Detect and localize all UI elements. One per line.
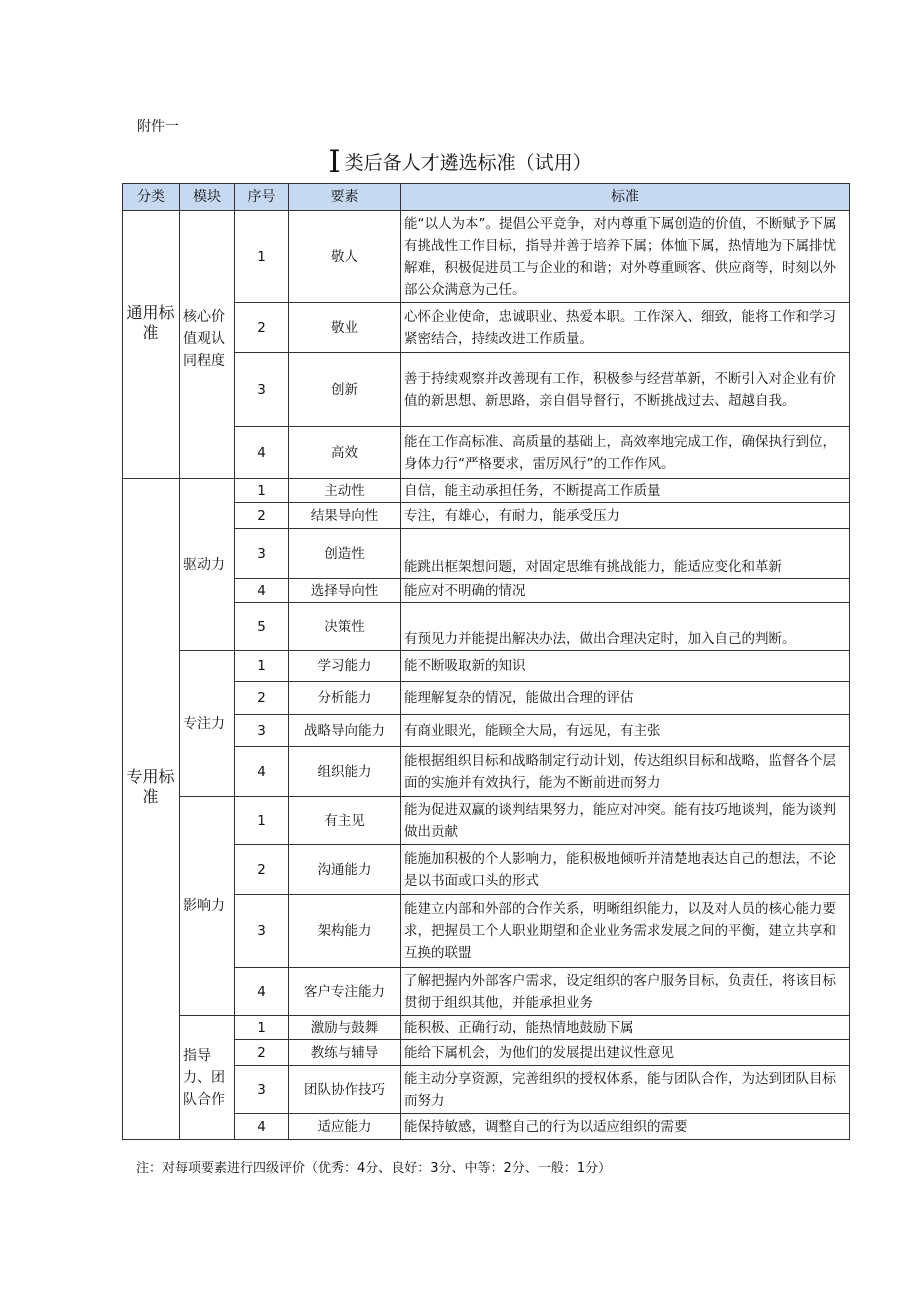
- row-element: 组织能力: [289, 747, 401, 797]
- table-row: [123, 211, 850, 303]
- row-number: 1: [235, 479, 289, 503]
- row-standard: 能主动分享资源，完善组织的授权体系，能与团队合作，为达到团队目标而努力: [401, 1066, 850, 1114]
- header-category: 分类: [123, 184, 180, 211]
- row-element: 分析能力: [289, 682, 401, 715]
- row-standard: 善于持续观察并改善现有工作，积极参与经营革新，不断引入对企业有价值的新思想、新思路，亲自倡导督行，不断挑战过去、超越自我。: [401, 353, 850, 427]
- row-number: 3: [235, 715, 289, 747]
- row-element: 客户专注能力: [289, 968, 401, 1016]
- row-standard: 能跳出框架想问题，对固定思维有挑战能力，能适应变化和革新: [401, 529, 850, 579]
- module-drive: 驱动力: [180, 479, 235, 651]
- row-number: 3: [235, 1066, 289, 1114]
- row-element: 结果导向性: [289, 503, 401, 529]
- row-number: 2: [235, 503, 289, 529]
- row-element: 教练与辅导: [289, 1040, 401, 1066]
- row-number: 4: [235, 968, 289, 1016]
- row-standard: 有商业眼光，能顾全大局，有远见，有主张: [401, 715, 850, 747]
- row-standard: 能建立内部和外部的合作关系，明晰组织能力，以及对人员的核心能力要求，把握员工个人职业期望和企业业务需求发展之间的平衡，建立共享和互换的联盟: [401, 895, 850, 968]
- footnote: 注：对每项要素进行四级评价（优秀：4分、良好：3分、中等：2分、一般：1分）: [136, 1161, 612, 1176]
- attachment-label: 附件一: [137, 119, 179, 135]
- row-standard: 能“以人为本”。提倡公平竞争，对内尊重下属创造的价值，不断赋予下属有挑战性工作目标，指导并善于培养下属；体恤下属，热情地为下属排忧解难，积极促进员工与企业的和谐；对外尊重顾客、供应商等，时刻以外部公众满意为己任。: [401, 211, 850, 303]
- header-standard: 标准: [401, 184, 850, 211]
- row-number: 3: [235, 895, 289, 968]
- row-number: 3: [235, 353, 289, 427]
- row-number: 4: [235, 1114, 289, 1140]
- module-guide: 指导力、团队合作: [180, 1016, 235, 1140]
- category-special: 专用标准: [123, 479, 180, 1140]
- row-element: 决策性: [289, 603, 401, 651]
- row-number: 2: [235, 1040, 289, 1066]
- row-number: 4: [235, 427, 289, 479]
- row-element: 团队协作技巧: [289, 1066, 401, 1114]
- row-standard: 能应对不明确的情况: [401, 579, 850, 603]
- row-standard: 有预见力并能提出解决办法，做出合理决定时，加入自己的判断。: [401, 603, 850, 651]
- table-row: [123, 1016, 850, 1040]
- row-element: 有主见: [289, 797, 401, 845]
- row-element: 创新: [289, 353, 401, 427]
- module-core: 核心价值观认同程度: [180, 211, 235, 479]
- row-element: 学习能力: [289, 651, 401, 682]
- row-standard: 了解把握内外部客户需求，设定组织的客户服务目标，负责任，将该目标贯彻于组织其他，并能承担业务: [401, 968, 850, 1016]
- header-number: 序号: [235, 184, 289, 211]
- module-influence: 影响力: [180, 797, 235, 1016]
- header-row: [123, 184, 850, 211]
- row-standard: 能给下属机会，为他们的发展提出建议性意见: [401, 1040, 850, 1066]
- row-element: 敬人: [289, 211, 401, 303]
- table-row: [123, 797, 850, 845]
- title-prefix: I: [328, 144, 341, 180]
- table-row: [123, 651, 850, 682]
- row-number: 5: [235, 603, 289, 651]
- table-row: [123, 479, 850, 503]
- row-element: 激励与鼓舞: [289, 1016, 401, 1040]
- title-text: 类后备人才遴选标准（试用）: [344, 152, 592, 174]
- row-number: 1: [235, 1016, 289, 1040]
- row-number: 2: [235, 303, 289, 353]
- row-number: 1: [235, 651, 289, 682]
- row-element: 高效: [289, 427, 401, 479]
- row-number: 1: [235, 211, 289, 303]
- row-standard: 能在工作高标准、高质量的基础上，高效率地完成工作，确保执行到位，身体力行“严格要求，雷厉风行”的工作作风。: [401, 427, 850, 479]
- row-element: 架构能力: [289, 895, 401, 968]
- row-standard: 能为促进双赢的谈判结果努力，能应对冲突。能有技巧地谈判，能为谈判做出贡献: [401, 797, 850, 845]
- row-standard: 能施加积极的个人影响力，能积极地倾听并清楚地表达自己的想法，不论是以书面或口头的形式: [401, 845, 850, 895]
- row-standard: 专注，有雄心，有耐力，能承受压力: [401, 503, 850, 529]
- row-standard: 自信，能主动承担任务，不断提高工作质量: [401, 479, 850, 503]
- header-element: 要素: [289, 184, 401, 211]
- row-standard: 能不断吸取新的知识: [401, 651, 850, 682]
- row-standard: 能积极、正确行动，能热情地鼓励下属: [401, 1016, 850, 1040]
- row-element: 沟通能力: [289, 845, 401, 895]
- row-standard: 能理解复杂的情况，能做出合理的评估: [401, 682, 850, 715]
- header-module: 模块: [180, 184, 235, 211]
- row-number: 2: [235, 845, 289, 895]
- row-element: 主动性: [289, 479, 401, 503]
- row-standard: 心怀企业使命，忠诚职业、热爱本职。工作深入、细致，能将工作和学习紧密结合，持续改进工作质量。: [401, 303, 850, 353]
- row-element: 战略导向能力: [289, 715, 401, 747]
- page-title: [0, 144, 920, 180]
- row-number: 3: [235, 529, 289, 579]
- row-element: 适应能力: [289, 1114, 401, 1140]
- criteria-table: [122, 183, 850, 1140]
- row-element: 创造性: [289, 529, 401, 579]
- module-focus: 专注力: [180, 651, 235, 797]
- row-element: 选择导向性: [289, 579, 401, 603]
- row-standard: 能保持敏感，调整自己的行为以适应组织的需要: [401, 1114, 850, 1140]
- row-standard: 能根据组织目标和战略制定行动计划，传达组织目标和战略，监督各个层面的实施并有效执行，能为不断前进而努力: [401, 747, 850, 797]
- row-number: 2: [235, 682, 289, 715]
- category-general: 通用标准: [123, 211, 180, 479]
- row-number: 1: [235, 797, 289, 845]
- row-element: 敬业: [289, 303, 401, 353]
- row-number: 4: [235, 579, 289, 603]
- row-number: 4: [235, 747, 289, 797]
